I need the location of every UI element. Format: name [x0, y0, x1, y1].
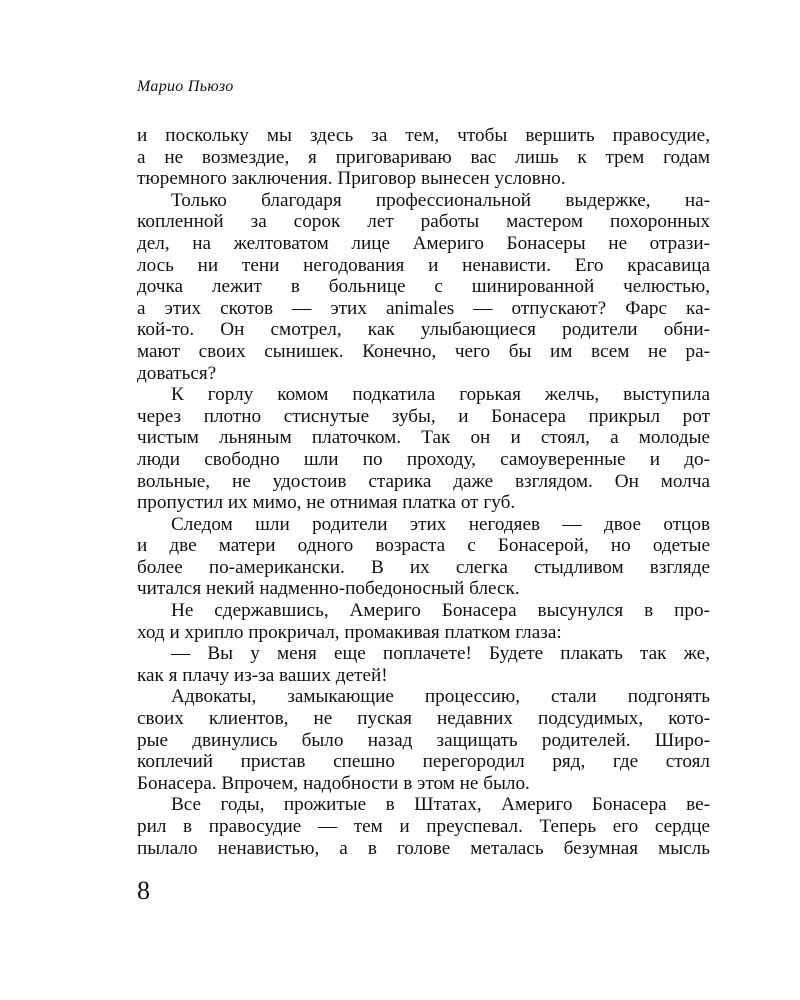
text-line: чистым льняным платочком. Так он и стоял, а молодые — [137, 427, 710, 449]
text-line: дочка лежит в больнице с шинированной челюстью, — [137, 276, 710, 298]
text-line: как я плачу из-за ваших детей! — [137, 664, 388, 686]
paragraph — [137, 125, 710, 190]
paragraph — [137, 794, 710, 859]
text-line: Адвокаты, замыкающие процессию, стали подгонять — [171, 686, 710, 708]
text-line: рил в правосудие — тем и преуспевал. Теперь его сердце — [137, 816, 710, 837]
paragraph — [137, 190, 710, 384]
text-line: и поскольку мы здесь за тем, чтобы вершить правосудие, — [137, 125, 710, 146]
text-line: коплечий пристав спешно перегородил ряд, где стоял — [137, 751, 710, 773]
paragraph — [137, 514, 710, 600]
text-line: пропустил их мимо, не отнимая платка от губ. — [137, 492, 516, 514]
page-number: 8 — [137, 876, 150, 905]
text-line: а не возмездие, я приговариваю вас лишь к трем годам — [137, 146, 710, 168]
text-line: ход и хрипло прокричал, промакивая платком глаза: — [137, 621, 562, 643]
text-line: мают своих сынишек. Конечно, чего бы им всем не ра- — [137, 340, 710, 362]
text-line: рые двинулись было назад защищать родителей. Широ- — [137, 729, 710, 751]
paragraph — [137, 686, 710, 794]
text-line: Следом шли родители этих негодяев — двое отцов — [171, 513, 710, 535]
text-line: Не сдержавшись, Америго Бонасера высунулся в про- — [171, 600, 710, 622]
text-line: — Вы у меня еще поплачете! Будете плакать так же, — [171, 643, 710, 665]
text-line: копленной за сорок лет работы мастером похоронных — [137, 211, 710, 233]
text-line: а этих скотов — этих animales — отпускают? Фарс ка- — [137, 297, 710, 319]
text-line: тюремного заключения. Приговор вынесен условно. — [137, 168, 566, 190]
paragraph — [137, 384, 710, 514]
text-line: кой-то. Он смотрел, как улыбающиеся родители обни- — [137, 319, 710, 341]
text-line: Все годы, прожитые в Штатах, Америго Бонасера ве- — [171, 794, 710, 816]
text-line: через плотно стиснутые зубы, и Бонасера прикрыл рот — [137, 405, 710, 427]
text-line: пылало ненавистью, а в голове металась безумная мысль — [137, 837, 710, 859]
text-line: своих клиентов, не пуская недавних подсудимых, кото- — [137, 708, 710, 730]
text-line: Бонасера. Впрочем, надобности в этом не было. — [137, 772, 530, 794]
text-line: люди свободно шли по проходу, самоуверенные и до- — [137, 448, 710, 470]
running-header: Марио Пьюзо — [137, 78, 234, 95]
text-line: Только благодаря профессиональной выдержке, на- — [171, 189, 710, 211]
body-text — [137, 125, 710, 859]
text-line: вольные, не удостоив старика даже взглядом. Он молча — [137, 470, 710, 492]
text-line: доваться? — [137, 362, 217, 384]
text-line: К горлу комом подкатила горькая желчь, выступила — [171, 384, 710, 406]
paragraph-dialogue — [137, 643, 710, 686]
paragraph — [137, 600, 710, 643]
text-line: и две матери одного возраста с Бонасерой, но одетые — [137, 535, 710, 557]
text-line: читался некий надменно-победоносный блеск. — [137, 578, 520, 600]
text-line: лось ни тени негодования и ненависти. Его красавица — [137, 254, 710, 276]
text-line: дел, на желтоватом лице Америго Бонасеры не отрази- — [137, 232, 710, 254]
text-line: более по-американски. В их слегка стыдливом взгляде — [137, 556, 710, 578]
